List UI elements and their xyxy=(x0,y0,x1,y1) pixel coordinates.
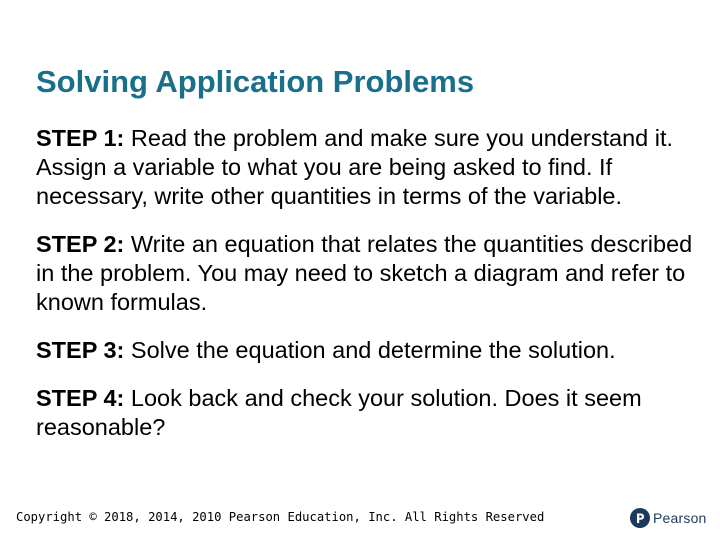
step-2 xyxy=(36,230,696,317)
step-1-label: STEP 1: xyxy=(36,125,125,151)
step-4 xyxy=(36,384,696,442)
footer-copyright: Copyright © 2018, 2014, 2010 Pearson Education, Inc. All Rights Reserved xyxy=(16,510,545,524)
pearson-logo-icon xyxy=(630,508,650,528)
pearson-logo-text: Pearson xyxy=(653,510,707,526)
step-1 xyxy=(36,124,696,211)
step-2-label: STEP 2: xyxy=(36,231,125,257)
step-3-text: Solve the equation and determine the solution. xyxy=(124,337,616,363)
step-2-text: Write an equation that relates the quantities described in the problem. You may need to sketch a diagram and refer to known formulas. xyxy=(36,231,693,315)
slide-title: Solving Application Problems xyxy=(36,64,475,99)
steps-list xyxy=(36,124,696,461)
pearson-logo xyxy=(630,506,707,530)
step-4-text: Look back and check your solution. Does it seem reasonable? xyxy=(36,385,642,440)
step-3 xyxy=(36,336,696,365)
step-3-label: STEP 3: xyxy=(36,337,125,363)
step-4-label: STEP 4: xyxy=(36,385,125,411)
step-1-text: Read the problem and make sure you understand it. Assign a variable to what you are being asked to find. If necessary, write other quantities in terms of the variable. xyxy=(36,125,674,209)
